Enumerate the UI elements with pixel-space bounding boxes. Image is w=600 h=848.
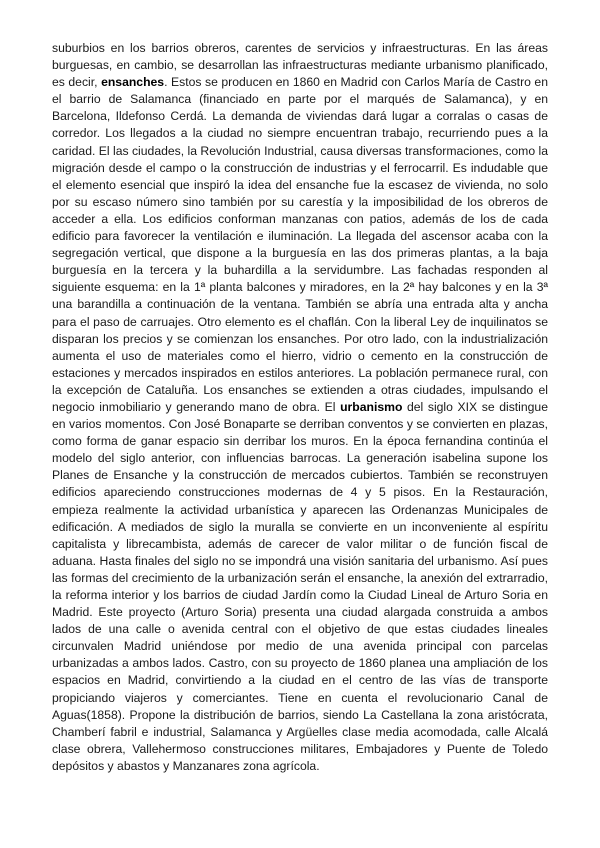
text-segment: del siglo XIX se distingue en varios momentos. Con José Bonaparte se derriban conventos y se convierten en plazas, como forma de ganar espacio sin derribar los muros. En la época fernandina continúa el modelo del siglo anterior, con influencias barrocas. La generación isabelina supone los Planes de Ensanche y la construcción de mercados cubiertos. También se reconstruyen edificios apareciendo construcciones modernas de 4 y 5 pisos. En la Restauración, empieza realmente la actividad urbanística y aparecen las Ordenanzas Municipales de edificación. A mediados de siglo la muralla se convierte en un inconveniente al espíritu capitalista y librecambista, además de carecer de valor militar o de función fiscal de aduana. Hasta finales del siglo no se impondrá una visión sanitaria del urbanismo. Así pues las formas del crecimiento de la urbanización serán el ensanche, la anexión del extrarradio, la reforma interior y los barrios de ciudad Jardín como la Ciudad Lineal de Arturo Soria en Madrid. Este proyecto (Arturo Soria) presenta una ciudad alargada construida a ambos lados de una calle o avenida central con el objetivo de que estas ciudades lineales circunvalen Madrid uniéndose por medio de una avenida principal con parcelas urbanizadas a ambos lados. Castro, con su proyecto de 1860 planea una ampliación de los espacios en Madrid, convirtiendo a la ciudad en el centro de las vías de transporte propiciando viajeros y comerciantes. Tiene en cuenta el revolucionario Canal de Aguas(1858). Propone la distribución de barrios, siendo La Castellana la zona aristócrata, Chamberí fabril e industrial, Salamanca y Argüelles clase media acomodada, calle Alcalá clase obrera, Vallehermoso construcciones militares, Embajadores y Puente de Toledo depósitos y abastos y Manzanares zona agrícola. — [52, 399, 548, 773]
text-segment: suburbios en los barrios obreros, carentes de servicios y infraestructuras. En las áreas burguesas, en cambio, se desarrollan las infraestructuras mediante urbanismo planificado, es decir, — [52, 41, 548, 90]
document-page — [52, 40, 548, 775]
bold-term-ensanches: ensanches — [101, 75, 165, 90]
body-paragraph — [52, 40, 548, 775]
bold-term-urbanismo: urbanismo — [340, 399, 403, 414]
text-segment: . Estos se producen en 1860 en Madrid con Carlos María de Castro en el barrio de Salamanca (financiado en parte por el marqués de Salamanca), y en Barcelona, Ildefonso Cerdá. La demanda de viviendas dará lugar a corralas o casas de corredor. Los llegados a la ciudad no siempre encuentran trabajo, recurriendo pues a la caridad. El las ciudades, la Revolución Industrial, causa diversas transformaciones, como la migración desde el campo o la construcción de industrias y el ferrocarril. Es indudable que el elemento esencial que inspiró la idea del ensanche fue la escasez de vivienda, no solo por su escaso número sino también por su carestía y la imposibilidad de los obreros de acceder a ella. Los edificios conforman manzanas con patios, además de los de cada edificio para favorecer la ventilación e iluminación. La llegada del ascensor acaba con la segregación vertical, que dispone a la burguesía en las dos primeras plantas, a la baja burguesía en la tercera y la buhardilla a la servidumbre. Las fachadas responden al siguiente esquema: en la 1ª planta balcones y miradores, en la 2ª hay balcones y en la 3ª una barandilla a continuación de la ventana. También se abría una entrada alta y ancha para el paso de carruajes. Otro elemento es el chaflán. Con la liberal Ley de inquilinatos se disparan los precios y se comienzan los ensanches. Por otro lado, con la industrialización aumenta el uso de materiales como el hierro, vidrio o cemento en la construcción de estaciones y mercados inspirados en estilos anteriores. La población permanece rural, con la excepción de Cataluña. Los ensanches se extienden a otras ciudades, impulsando el negocio inmobiliario y generando mano de obra. El — [52, 75, 548, 414]
